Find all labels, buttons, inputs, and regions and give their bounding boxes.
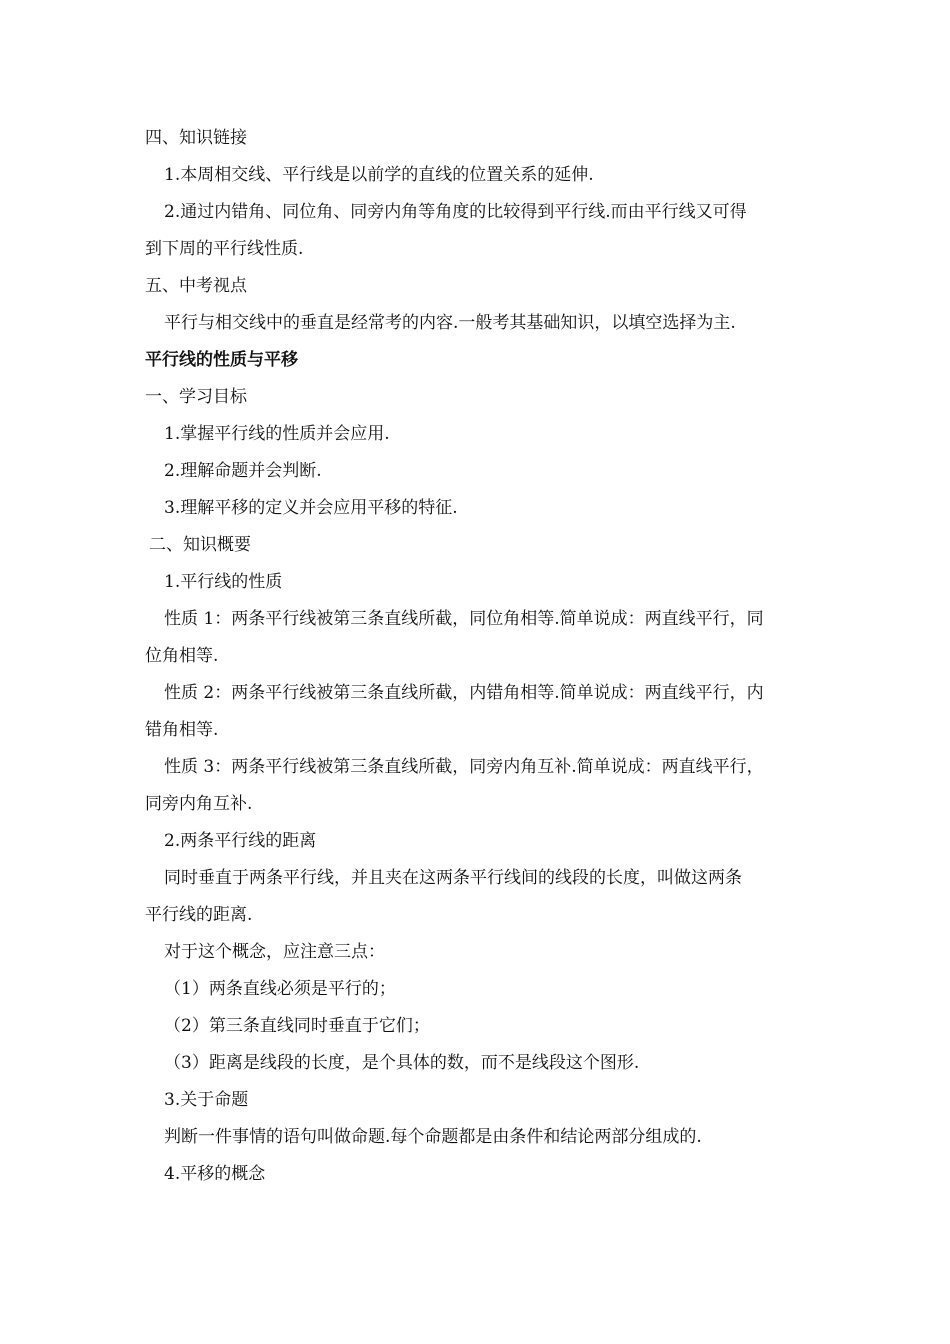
list-item: 3.理解平移的定义并会应用平移的特征.: [164, 498, 458, 518]
paragraph: 2.通过内错角、同位角、同旁内角等角度的比较得到平行线.而由平行线又可得: [164, 202, 747, 222]
paragraph: 平行与相交线中的垂直是经常考的内容.一般考其基础知识，以填空选择为主.: [164, 313, 736, 333]
paragraph: 对于这个概念，应注意三点：: [164, 942, 385, 962]
document-body: [145, 120, 810, 1193]
paragraph-continuation: 平行线的距离.: [145, 905, 253, 925]
section-heading-knowledge-overview: 二、知识概要: [149, 535, 251, 555]
paragraph: 同时垂直于两条平行线，并且夹在这两条平行线间的线段的长度，叫做这两条: [164, 868, 742, 888]
list-item: 1.掌握平行线的性质并会应用.: [164, 424, 390, 444]
paragraph-continuation: 到下周的平行线性质.: [145, 239, 304, 259]
subheading: 4.平移的概念: [164, 1164, 266, 1184]
subheading: 1.平行线的性质: [164, 572, 283, 592]
list-item: （1）两条直线必须是平行的；: [164, 979, 396, 999]
section-heading-knowledge-links: 四、知识链接: [145, 128, 247, 148]
list-item: 2.理解命题并会判断.: [164, 461, 322, 481]
subheading: 3.关于命题: [164, 1090, 249, 1110]
paragraph-continuation: 错角相等.: [145, 720, 219, 740]
chapter-title: 平行线的性质与平移: [145, 350, 298, 370]
paragraph: 1.本周相交线、平行线是以前学的直线的位置关系的延伸.: [164, 165, 594, 185]
list-item: （3）距离是线段的长度，是个具体的数，而不是线段这个图形.: [164, 1053, 640, 1073]
paragraph: 性质 2：两条平行线被第三条直线所截，内错角相等.简单说成：两直线平行，内: [164, 683, 764, 703]
paragraph: 判断一件事情的语句叫做命题.每个命题都是由条件和结论两部分组成的.: [164, 1127, 702, 1147]
paragraph-continuation: 位角相等.: [145, 646, 219, 666]
section-heading-exam-view: 五、中考视点: [145, 276, 247, 296]
paragraph-continuation: 同旁内角互补.: [145, 794, 253, 814]
section-heading-learning-goals: 一、学习目标: [145, 387, 247, 407]
paragraph: 性质 3：两条平行线被第三条直线所截，同旁内角互补.简单说成：两直线平行，: [164, 757, 764, 777]
subheading: 2.两条平行线的距离: [164, 831, 317, 851]
paragraph: 性质 1：两条平行线被第三条直线所截，同位角相等.简单说成：两直线平行，同: [164, 609, 764, 629]
list-item: （2）第三条直线同时垂直于它们；: [164, 1016, 430, 1036]
